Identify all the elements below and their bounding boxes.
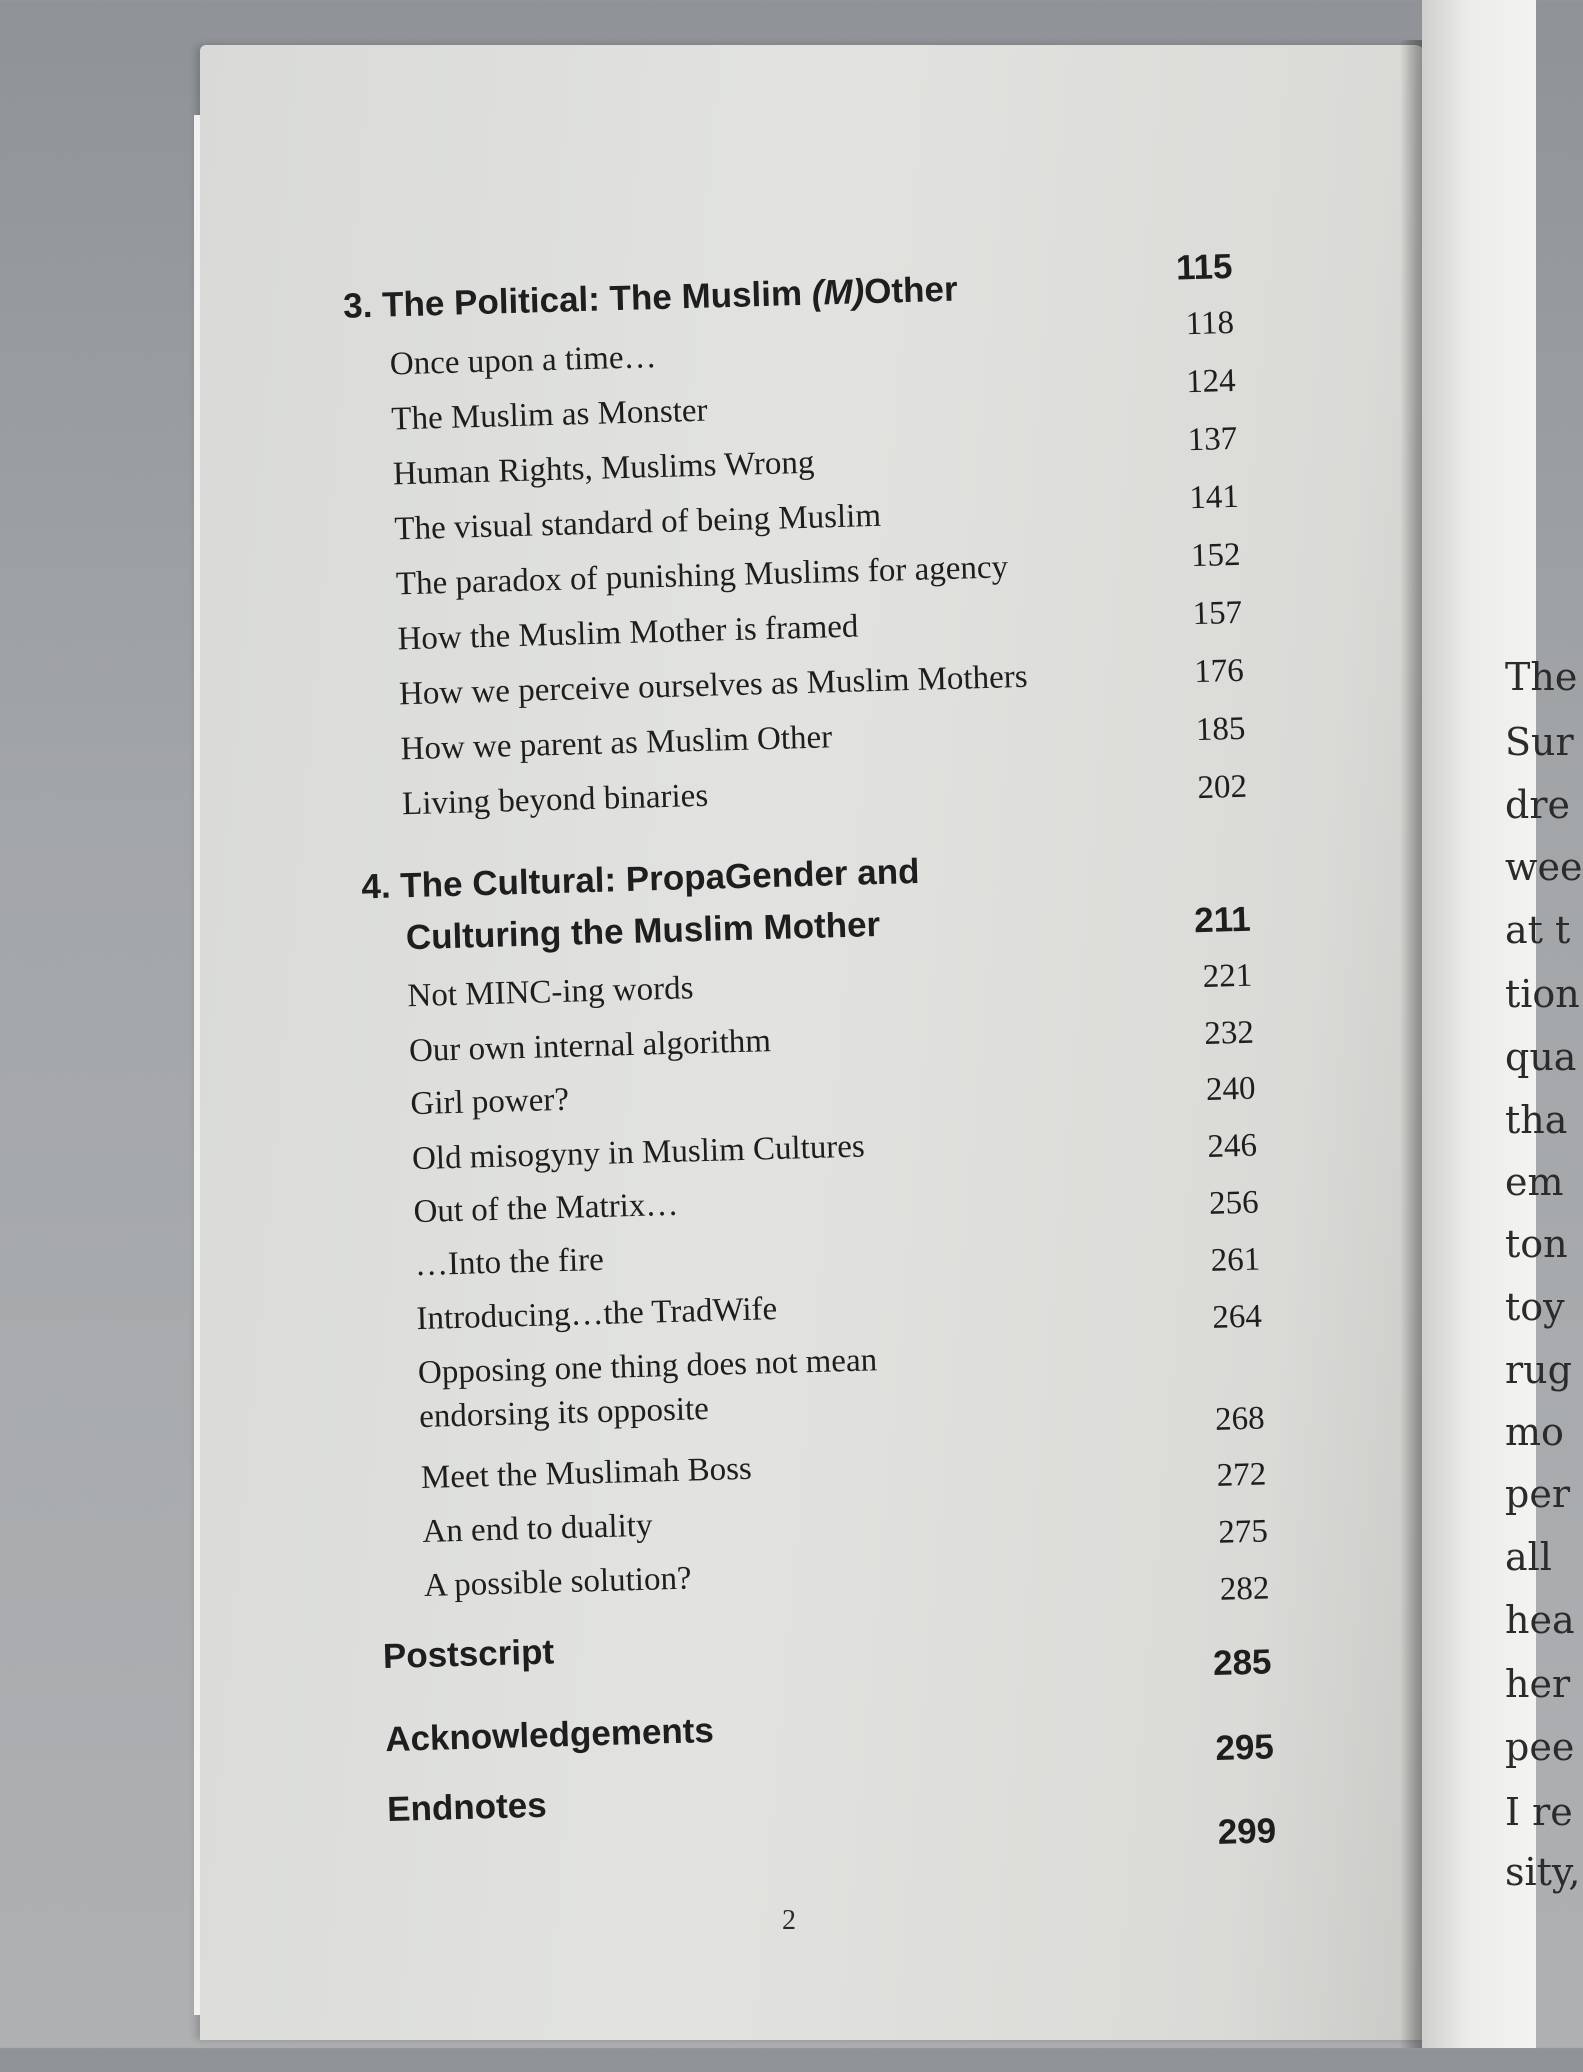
toc-entry: Introducing…the TradWife	[416, 1291, 778, 1338]
toc-entry: Old misogyny in Muslim Cultures	[411, 1128, 866, 1178]
toc-page-number: 268	[1214, 1400, 1266, 1438]
toc-page-number: 185	[1195, 710, 1246, 749]
facing-text-line: rug	[1505, 1348, 1572, 1392]
chapter-title-italic: (M)	[811, 272, 865, 313]
facing-text-line: hea	[1505, 1598, 1575, 1642]
toc-entry: Our own internal algorithm	[408, 1023, 772, 1070]
toc-entry: …Into the fire	[414, 1241, 605, 1284]
toc-entry: Once upon a time…	[389, 339, 657, 383]
toc-entry: Girl power?	[410, 1081, 570, 1123]
toc-entry: How we parent as Muslim Other	[400, 719, 833, 768]
toc-entry: A possible solution?	[423, 1560, 693, 1604]
toc-entry: The paradox of punishing Muslims for agency	[395, 549, 1009, 603]
toc-page-number: 202	[1196, 768, 1248, 807]
facing-text-line: dre	[1505, 783, 1570, 827]
back-matter-page: 295	[1214, 1727, 1275, 1768]
toc-page-number: 232	[1203, 1014, 1255, 1052]
toc-entry: How we perceive ourselves as Muslim Mothers	[398, 658, 1029, 713]
chapter-4-page: 211	[1193, 899, 1252, 941]
facing-text-line: at t	[1505, 908, 1571, 952]
toc-entry-line2: endorsing its opposite	[418, 1390, 710, 1436]
toc-entry: Meet the Muslimah Boss	[420, 1450, 753, 1497]
facing-text-line: ton	[1505, 1222, 1568, 1266]
toc-page-number: 176	[1193, 652, 1245, 691]
back-matter-postscript: Postscript	[382, 1632, 555, 1677]
toc-page-number: 141	[1188, 478, 1240, 517]
chapter-4-title-line2: Culturing the Muslim Mother	[405, 905, 881, 958]
toc-page-number: 246	[1207, 1127, 1258, 1165]
toc-page-number: 118	[1185, 304, 1235, 343]
facing-text-line: The	[1505, 655, 1578, 699]
toc-page-number: 124	[1185, 362, 1237, 401]
facing-text-line: qua	[1505, 1035, 1577, 1079]
toc-page-number: 264	[1211, 1298, 1263, 1336]
chapter-4-title	[361, 852, 920, 908]
toc-entry: An end to duality	[421, 1507, 653, 1551]
toc-entry: The Muslim as Monster	[390, 392, 709, 438]
facing-text-line: Sur	[1505, 720, 1574, 764]
toc-page-number: 240	[1205, 1070, 1256, 1108]
facing-text-line: em	[1505, 1160, 1564, 1204]
toc-entry: Human Rights, Muslims Wrong	[392, 444, 815, 493]
back-matter-endnotes: Endnotes	[386, 1785, 548, 1830]
toc-entry: Out of the Matrix…	[413, 1186, 679, 1231]
facing-text-line: all	[1505, 1535, 1552, 1579]
toc-page-number: 157	[1192, 594, 1243, 633]
facing-text-line: her	[1505, 1662, 1571, 1706]
facing-text-line: pee	[1505, 1725, 1575, 1769]
chapter-3-title	[343, 270, 958, 327]
toc-page-number: 272	[1216, 1456, 1267, 1494]
back-matter-page: 285	[1212, 1642, 1272, 1683]
chapter-3-page: 115	[1175, 246, 1233, 288]
facing-text-line: wee	[1505, 845, 1583, 889]
chapter-number: 3.	[342, 285, 373, 326]
back-matter-page: 299	[1217, 1811, 1277, 1852]
toc-entry: Living beyond binaries	[401, 777, 709, 823]
toc-page-number: 282	[1219, 1570, 1270, 1608]
back-matter-acknowledgements: Acknowledgements	[384, 1710, 715, 1760]
toc-page-number: 221	[1202, 957, 1253, 996]
facing-text-line: mo	[1505, 1410, 1564, 1454]
toc-page-number: 261	[1210, 1241, 1261, 1279]
page-number: 2	[782, 1905, 796, 1936]
chapter-title-text: Other	[863, 269, 959, 312]
toc-page-number: 256	[1208, 1184, 1260, 1222]
chapter-title-text: The Cultural: PropaGender and	[399, 851, 920, 906]
toc-page-number: 137	[1187, 420, 1238, 459]
chapter-title-text: The Political: The Muslim	[381, 273, 813, 325]
facing-text-line: sity,	[1505, 1850, 1581, 1894]
toc-entry: The visual standard of being Muslim	[393, 497, 882, 548]
facing-text-line: tha	[1505, 1098, 1568, 1142]
facing-text-line: tion	[1505, 972, 1580, 1016]
facing-text-line: I re	[1505, 1790, 1573, 1834]
toc-entry: Not MINC-ing words	[407, 970, 694, 1015]
facing-text-line: toy	[1505, 1285, 1565, 1329]
toc-page-number: 275	[1217, 1513, 1269, 1551]
facing-text-line: per	[1505, 1472, 1570, 1516]
chapter-number: 4.	[360, 866, 392, 907]
toc-page-number: 152	[1190, 536, 1242, 575]
toc-entry: How the Muslim Mother is framed	[397, 608, 859, 658]
toc-entry-line1: Opposing one thing does not mean	[417, 1342, 878, 1392]
